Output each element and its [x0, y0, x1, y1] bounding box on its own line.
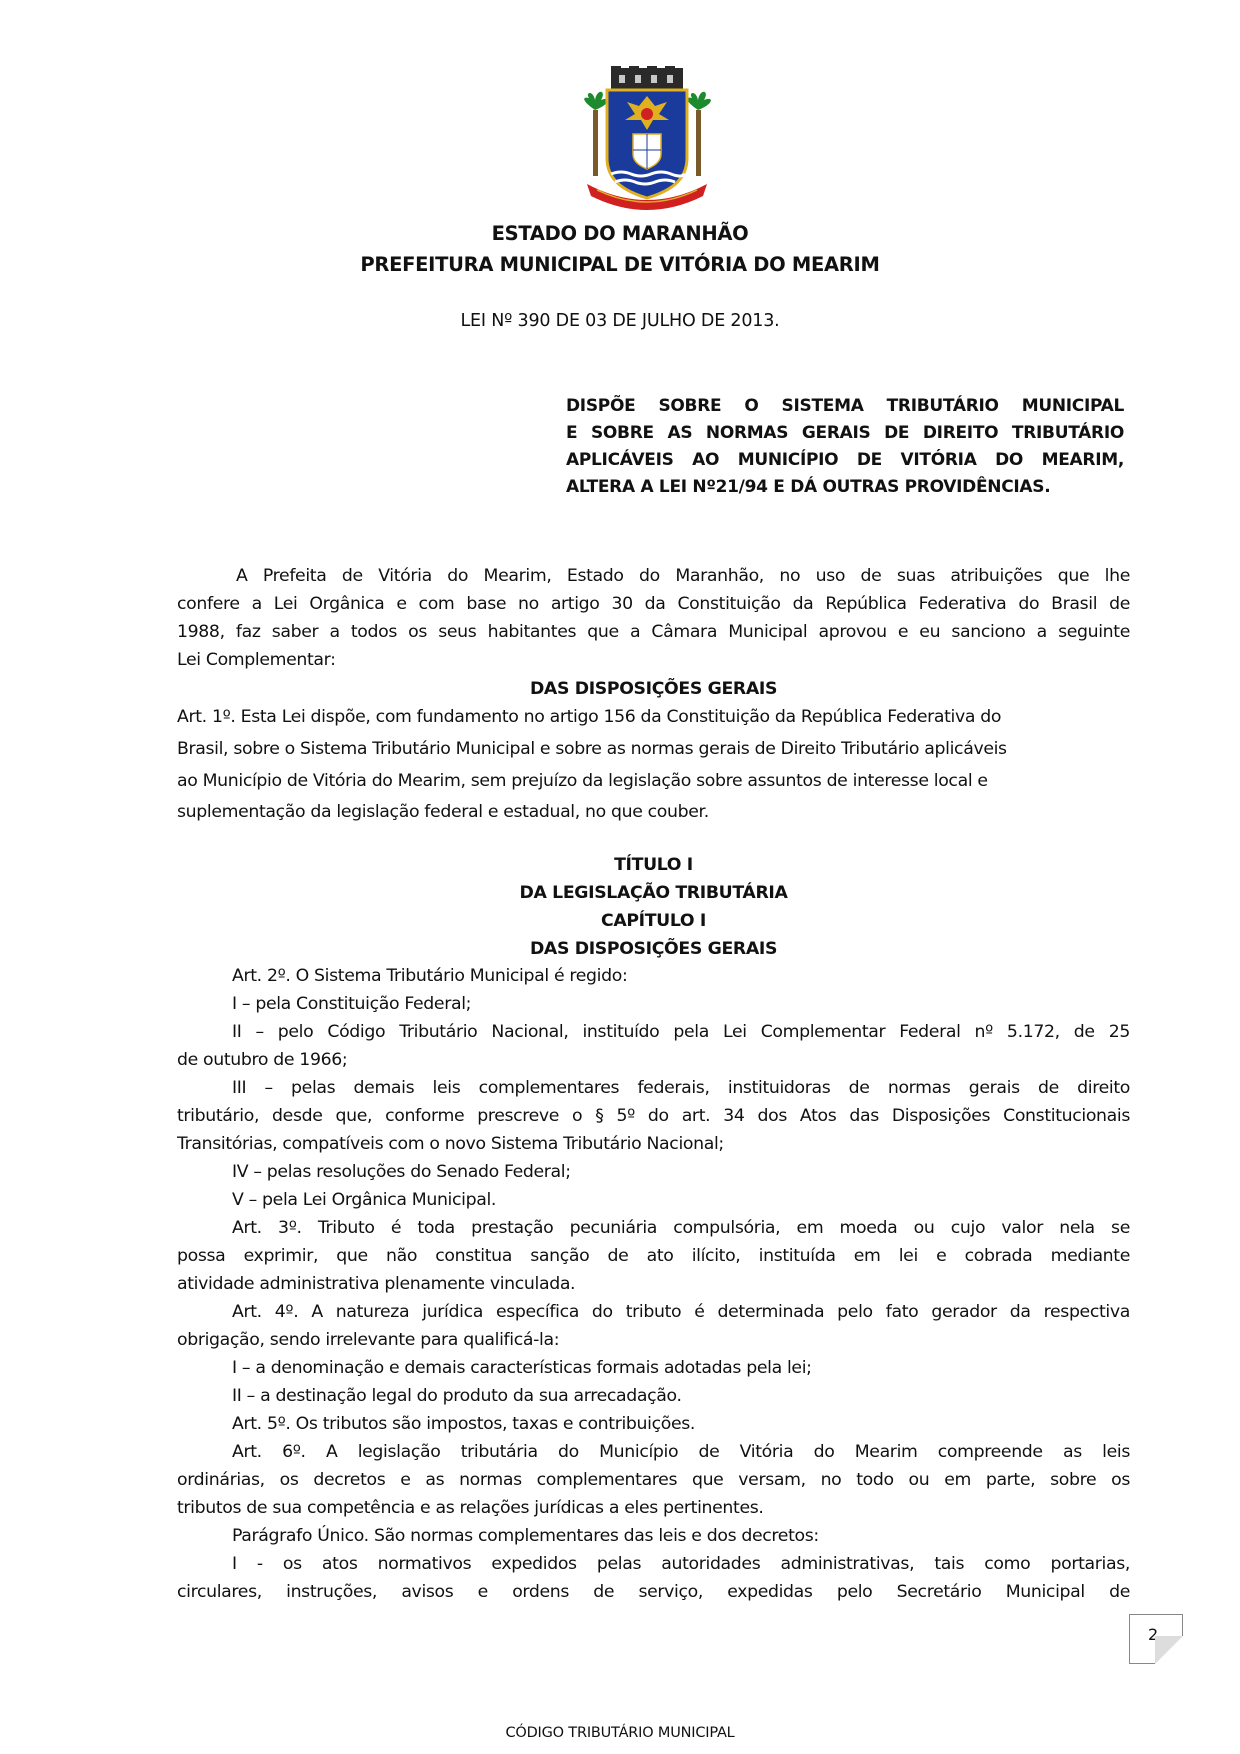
art6-line: Art. 6º. A legislação tributária do Município de Vitória do Mearim compreende as leis — [232, 1442, 1130, 1462]
art1-line: suplementação da legislação federal e estadual, no que couber. — [177, 802, 709, 822]
art2-item: I – pela Constituição Federal; — [232, 994, 472, 1014]
page-curl-icon — [1155, 1636, 1183, 1664]
art4-line: obrigação, sendo irrelevante para qualificá-la: — [177, 1330, 560, 1350]
preamble-line: Lei Complementar: — [177, 650, 336, 670]
art1-line: Brasil, sobre o Sistema Tributário Municipal e sobre as normas gerais de Direito Tributário aplicáveis — [177, 739, 1007, 759]
art4-item: I – a denominação e demais características formais adotadas pela lei; — [232, 1358, 812, 1378]
title-name: DA LEGISLAÇÃO TRIBUTÁRIA — [519, 883, 788, 903]
art3-line: atividade administrativa plenamente vinculada. — [177, 1274, 576, 1294]
art2-item: II – pelo Código Tributário Nacional, instituído pela Lei Complementar Federal nº 5.172, de 25 — [232, 1022, 1130, 1042]
paragraph-unico: Parágrafo Único. São normas complementares das leis e dos decretos: — [232, 1526, 819, 1546]
summary-line: APLICÁVEIS AO MUNICÍPIO DE VITÓRIA DO MEARIM, — [566, 450, 1124, 470]
coat-of-arms — [583, 66, 711, 212]
palm-tree-icon — [687, 92, 711, 176]
preamble-line: A Prefeita de Vitória do Mearim, Estado do Maranhão, no uso de suas atribuições que lhe — [236, 566, 1130, 586]
art2-item: IV – pelas resoluções do Senado Federal; — [232, 1162, 571, 1182]
state-heading: ESTADO DO MARANHÃO — [491, 222, 749, 245]
palm-tree-icon — [584, 92, 608, 176]
title-heading: TÍTULO I — [614, 855, 693, 875]
art2-item: Transitórias, compatíveis com o novo Sistema Tributário Nacional; — [177, 1134, 724, 1154]
art2-line: Art. 2º. O Sistema Tributário Municipal é regido: — [232, 966, 628, 986]
shield-icon — [607, 90, 687, 198]
paragraph-item: I - os atos normativos expedidos pelas autoridades administrativas, tais como portarias, — [232, 1554, 1130, 1574]
art4-line: Art. 4º. A natureza jurídica específica do tributo é determinada pelo fato gerador da respectiva — [232, 1302, 1130, 1322]
law-summary — [566, 393, 1124, 501]
art2-item: V – pela Lei Orgânica Municipal. — [232, 1190, 497, 1210]
summary-line: ALTERA A LEI Nº21/94 E DÁ OUTRAS PROVIDÊNCIAS. — [566, 477, 1051, 497]
page-number-box — [1129, 1614, 1183, 1664]
art1-line: ao Município de Vitória do Mearim, sem prejuízo da legislação sobre assuntos de interesse local e — [177, 771, 988, 791]
art3-line: Art. 3º. Tributo é toda prestação pecuniária compulsória, em moeda ou cujo valor nela se — [232, 1218, 1130, 1238]
art6-line: ordinárias, os decretos e as normas complementares que versam, no todo ou em parte, sobre os — [177, 1470, 1130, 1490]
art5-line: Art. 5º. Os tributos são impostos, taxas e contribuições. — [232, 1414, 696, 1434]
preamble-line: confere a Lei Orgânica e com base no artigo 30 da Constituição da República Federativa do Brasil de — [177, 594, 1130, 614]
page-footer: CÓDIGO TRIBUTÁRIO MUNICIPAL — [505, 1725, 735, 1741]
art6-line: tributos de sua competência e as relações jurídicas a eles pertinentes. — [177, 1498, 764, 1518]
summary-line: E SOBRE AS NORMAS GERAIS DE DIREITO TRIBUTÁRIO — [566, 423, 1124, 443]
page-number: 2 — [1148, 1625, 1159, 1644]
art2-item: tributário, desde que, conforme prescreve o § 5º do art. 34 dos Atos das Disposições Constitucionais — [177, 1106, 1130, 1126]
law-number: LEI Nº 390 DE 03 DE JULHO DE 2013. — [460, 311, 780, 331]
summary-line: DISPÕE SOBRE O SISTEMA TRIBUTÁRIO MUNICIPAL — [566, 396, 1124, 416]
art3-line: possa exprimir, que não constitua sanção de ato ilícito, instituída em lei e cobrada mediante — [177, 1246, 1130, 1266]
paragraph-item: circulares, instruções, avisos e ordens de serviço, expedidas pelo Secretário Municipal de — [177, 1582, 1130, 1602]
art4-item: II – a destinação legal do produto da sua arrecadação. — [232, 1386, 682, 1406]
art1-line: Art. 1º. Esta Lei dispõe, com fundamento no artigo 156 da Constituição da República Federativa do — [177, 707, 1002, 727]
section-heading: DAS DISPOSIÇÕES GERAIS — [529, 679, 778, 699]
art2-item: III – pelas demais leis complementares federais, instituidoras de normas gerais de direito — [232, 1078, 1130, 1098]
chapter-heading: CAPÍTULO I — [600, 911, 706, 931]
prefecture-heading: PREFEITURA MUNICIPAL DE VITÓRIA DO MEARIM — [360, 253, 880, 276]
chapter-name: DAS DISPOSIÇÕES GERAIS — [529, 939, 778, 959]
mural-crown-icon — [611, 66, 683, 90]
art2-item: de outubro de 1966; — [177, 1050, 348, 1070]
preamble-line: 1988, faz saber a todos os seus habitantes que a Câmara Municipal aprovou e eu sanciono a seguinte — [177, 622, 1130, 642]
